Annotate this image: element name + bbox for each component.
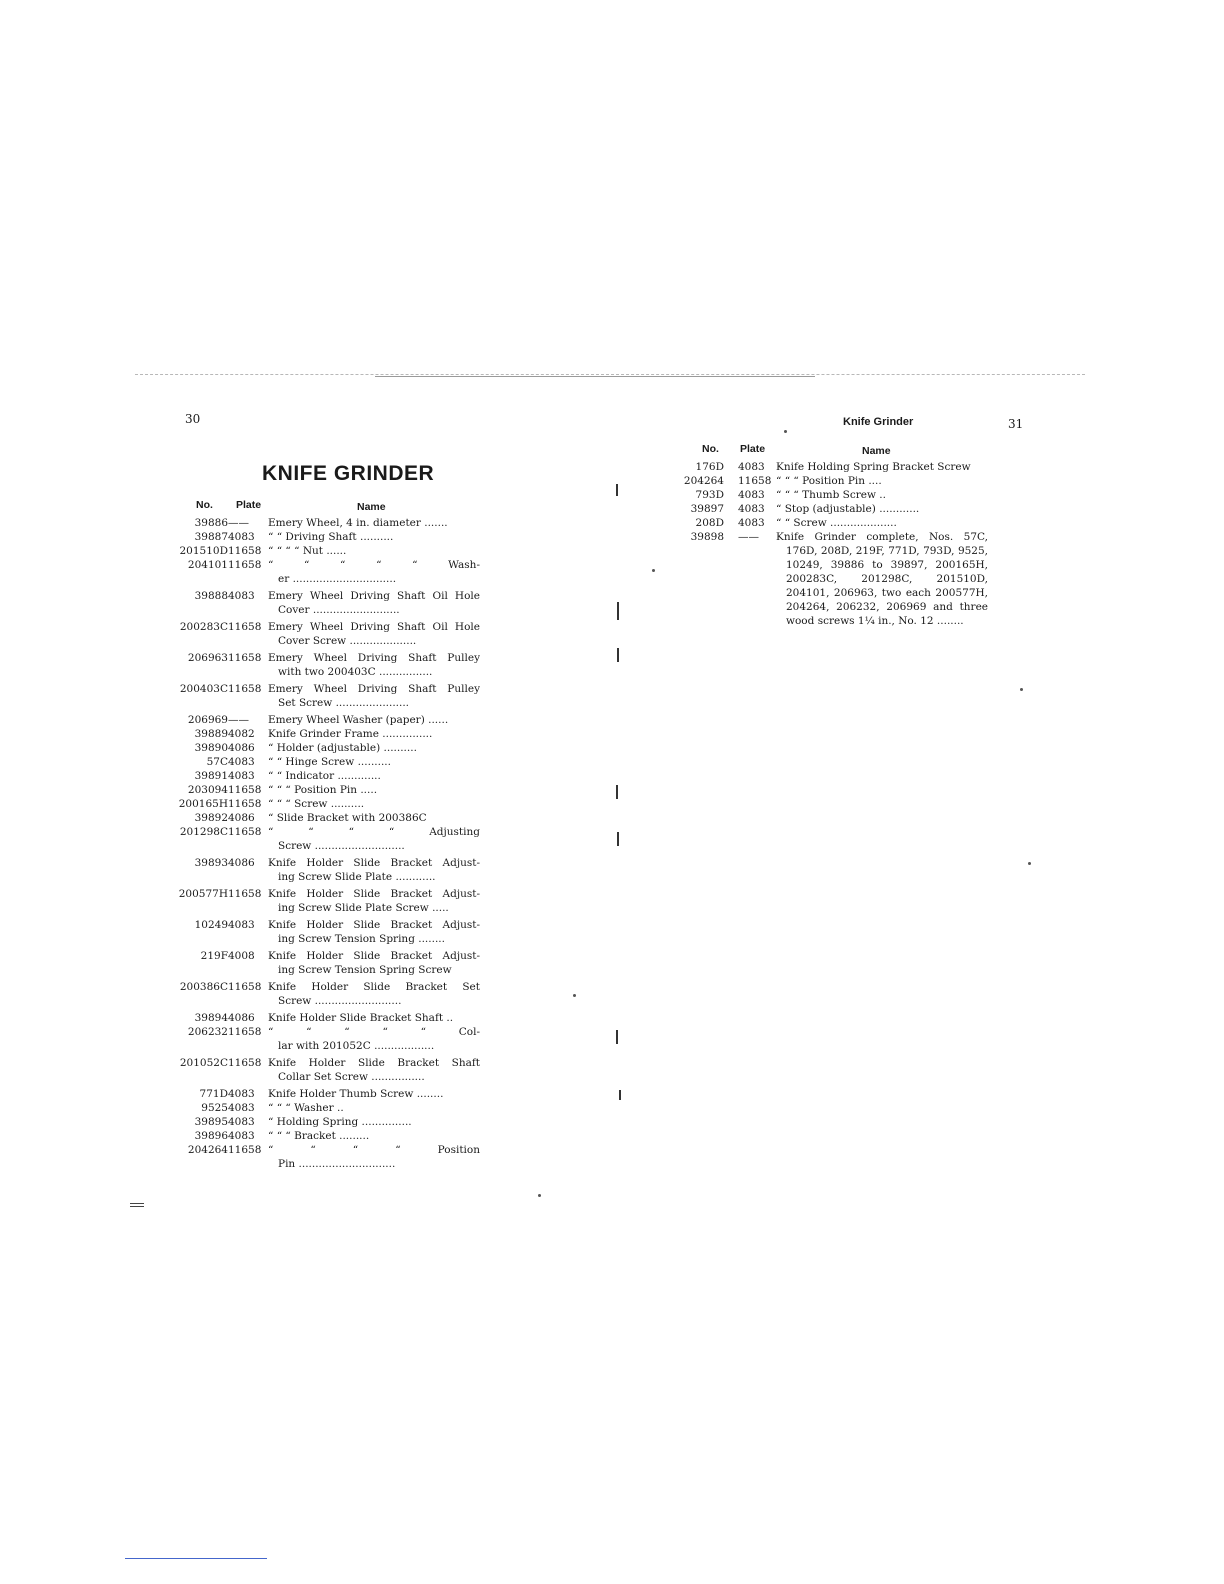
part-number: 201052C: [179, 1057, 228, 1069]
part-name: [268, 682, 480, 710]
part-name: [776, 474, 988, 488]
part-number: 39891: [194, 770, 228, 782]
part-name-line: Knife Holder Slide Bracket Adjust-: [268, 950, 480, 962]
plate-number: 4083: [228, 1130, 255, 1142]
plate-number: 4083: [738, 517, 765, 529]
plate-number: 11658: [228, 621, 262, 633]
plate-number: 4083: [228, 1088, 255, 1100]
scan-edge-line: [135, 374, 1085, 375]
part-name-line: “ “ “ Bracket .........: [268, 1130, 370, 1142]
running-head: Knife Grinder: [843, 416, 914, 428]
part-name-line: Knife Holder Slide Bracket Shaft: [268, 1057, 480, 1069]
part-name-line: Knife Holding Spring Bracket Screw: [776, 461, 971, 473]
part-name: [268, 530, 480, 544]
part-name: [268, 980, 480, 1008]
part-number: 200403C: [179, 683, 228, 695]
page-title: KNIFE GRINDER: [262, 462, 435, 485]
speck: [1028, 862, 1031, 865]
plate-number: 4083: [228, 531, 255, 543]
part-number: 204101: [187, 559, 228, 571]
part-number: 39892: [194, 812, 228, 824]
part-number: 9525: [201, 1102, 228, 1114]
part-name-line: Emery Wheel, 4 in. diameter .......: [268, 517, 448, 529]
plate-number: 4086: [228, 742, 255, 754]
part-name: [268, 651, 480, 679]
part-name-line: with two 200403C ................: [278, 666, 433, 678]
plate-number: 11658: [228, 1057, 262, 1069]
part-name-line: ing Screw Tension Spring ........: [278, 933, 445, 945]
part-name: [268, 1115, 480, 1129]
part-name-line: Knife Holder Slide Bracket Set: [268, 981, 480, 993]
parts-table-right: [676, 460, 996, 660]
part-name: [268, 516, 480, 530]
part-name: [268, 783, 480, 797]
plate-number: 11658: [228, 784, 262, 796]
gutter-mark: [616, 1030, 618, 1044]
part-name: [268, 1143, 480, 1171]
column-header-plate: Plate: [236, 499, 262, 511]
plate-number: 4083: [228, 1102, 255, 1114]
part-name-line: wood screws 1¼ in., No. 12 ........: [786, 615, 964, 627]
part-number: 39886: [194, 517, 228, 529]
part-name-line: “ “ “ “ “ Col-: [268, 1026, 480, 1038]
part-name-line: Emery Wheel Washer (paper) ......: [268, 714, 449, 726]
scan-edge-line: [375, 376, 815, 377]
part-name: [268, 1101, 480, 1115]
part-name-line: “ Slide Bracket with 200386C: [268, 812, 427, 824]
plate-number: 4086: [228, 1012, 255, 1024]
part-number: 219F: [200, 950, 228, 962]
part-name-line: “ “ “ Washer ..: [268, 1102, 344, 1114]
part-name-line: Emery Wheel Driving Shaft Pulley: [268, 652, 480, 664]
part-name-line: Knife Holder Slide Bracket Shaft ..: [268, 1012, 454, 1024]
part-name: [268, 825, 480, 853]
column-header-name: Name: [357, 501, 386, 513]
part-number: 39894: [194, 1012, 228, 1024]
part-name-line: “ Holding Spring ...............: [268, 1116, 412, 1128]
speck: [784, 430, 787, 433]
plate-number: 11658: [228, 559, 262, 571]
part-name-line: Pin .............................: [278, 1158, 396, 1170]
part-name: [776, 488, 988, 502]
part-name: [268, 769, 480, 783]
part-name-line: 176D, 208D, 219F, 771D, 793D, 9525,: [786, 545, 988, 557]
part-name: [268, 727, 480, 741]
part-name-line: er ...............................: [278, 573, 397, 585]
plate-number: 4083: [228, 919, 255, 931]
part-number: 39887: [194, 531, 228, 543]
part-name-line: “ “ “ “ Adjusting: [268, 826, 480, 838]
plate-number: ——: [228, 714, 249, 726]
page-number-left: 30: [185, 412, 201, 426]
part-number: 39898: [690, 531, 724, 543]
part-number: 39888: [194, 590, 228, 602]
part-number: 206963: [187, 652, 228, 664]
part-name-line: Screw ..........................: [278, 995, 402, 1007]
part-name-line: 200283C, 201298C, 201510D,: [786, 573, 988, 585]
part-number: 39893: [194, 857, 228, 869]
part-name-line: “ “ Screw ....................: [776, 517, 897, 529]
part-name-line: Knife Holder Slide Bracket Adjust-: [268, 888, 480, 900]
part-name-line: “ “ “ “ “ Wash-: [268, 559, 480, 571]
part-number: 204264: [187, 1144, 228, 1156]
part-name-line: Set Screw ......................: [278, 697, 410, 709]
column-header-no: No.: [702, 443, 719, 455]
plate-number: 4086: [228, 812, 255, 824]
part-number: 771D: [199, 1088, 228, 1100]
part-name: [268, 1056, 480, 1084]
plate-number: 4008: [228, 950, 255, 962]
gutter-mark: [617, 648, 619, 662]
plate-number: 11658: [228, 1144, 262, 1156]
part-number: 39889: [194, 728, 228, 740]
part-name-line: Cover ..........................: [278, 604, 400, 616]
part-number: 39890: [194, 742, 228, 754]
part-name-line: “ “ “ “ Position: [268, 1144, 480, 1156]
part-name-line: ing Screw Slide Plate ............: [278, 871, 436, 883]
part-name: [268, 713, 480, 727]
part-name-line: “ Holder (adjustable) ..........: [268, 742, 417, 754]
part-name: [268, 797, 480, 811]
part-name-line: lar with 201052C ..................: [278, 1040, 435, 1052]
part-name: [776, 502, 988, 516]
plate-number: 4083: [738, 461, 765, 473]
part-name: [268, 589, 480, 617]
gutter-mark: [616, 484, 618, 496]
part-name: [268, 1129, 480, 1143]
part-name: [268, 856, 480, 884]
column-header-no: No.: [196, 499, 213, 511]
parts-table-left: [170, 516, 490, 1170]
plate-number: 4083: [738, 489, 765, 501]
part-number: 206232: [187, 1026, 228, 1038]
part-name-line: “ “ “ Position Pin .....: [268, 784, 378, 796]
plate-number: 11658: [228, 826, 262, 838]
page-number-right: 31: [1008, 417, 1024, 431]
plate-number: 4083: [228, 770, 255, 782]
gutter-mark: [619, 1090, 621, 1100]
part-number: 200386C: [179, 981, 228, 993]
part-name-line: Knife Holder Thumb Screw ........: [268, 1088, 444, 1100]
part-name: [268, 1087, 480, 1101]
plate-number: 11658: [228, 683, 262, 695]
part-name: [776, 516, 988, 530]
part-name: [268, 887, 480, 915]
part-number: 176D: [695, 461, 724, 473]
plate-number: 4083: [738, 503, 765, 515]
plate-number: 4083: [228, 756, 255, 768]
part-name-line: 204264, 206232, 206969 and three: [786, 601, 988, 613]
part-name-line: Knife Grinder complete, Nos. 57C,: [776, 531, 988, 543]
part-name-line: Emery Wheel Driving Shaft Oil Hole: [268, 590, 480, 602]
part-name-line: “ Stop (adjustable) ............: [776, 503, 920, 515]
plate-number: 11658: [228, 652, 262, 664]
part-number: 793D: [695, 489, 724, 501]
part-name-line: ing Screw Tension Spring Screw: [278, 964, 452, 976]
gutter-mark: [617, 602, 619, 620]
speck: [1020, 688, 1023, 691]
part-number: 201510D: [179, 545, 228, 557]
gutter-mark: [617, 832, 619, 846]
part-name: [268, 811, 480, 825]
plate-number: 11658: [228, 888, 262, 900]
part-name-line: “ “ “ Position Pin ....: [776, 475, 882, 487]
plate-number: 4083: [228, 590, 255, 602]
part-name: [268, 741, 480, 755]
part-number: 39897: [690, 503, 724, 515]
part-name: [268, 558, 480, 586]
plate-number: 4083: [228, 1116, 255, 1128]
plate-number: 4082: [228, 728, 255, 740]
plate-number: 11658: [228, 798, 262, 810]
part-name-line: “ “ Hinge Screw ..........: [268, 756, 391, 768]
plate-number: 11658: [738, 475, 772, 487]
part-name: [268, 1025, 480, 1053]
part-number: 200165H: [178, 798, 228, 810]
part-name-line: 204101, 206963, two each 200577H,: [786, 587, 988, 599]
speck: [652, 569, 655, 572]
part-name: [776, 460, 988, 474]
underline-rule: [125, 1558, 267, 1559]
scan-artifact: [130, 1203, 144, 1207]
part-name-line: ing Screw Slide Plate Screw .....: [278, 902, 449, 914]
part-name-line: “ “ “ Thumb Screw ..: [776, 489, 886, 501]
part-number: 206969: [187, 714, 228, 726]
gutter-mark: [616, 785, 618, 799]
plate-number: 4086: [228, 857, 255, 869]
part-number: 201298C: [179, 826, 228, 838]
part-name: [776, 530, 988, 628]
part-name-line: Emery Wheel Driving Shaft Oil Hole: [268, 621, 480, 633]
plate-number: ——: [738, 531, 759, 543]
part-name-line: Cover Screw ....................: [278, 635, 417, 647]
part-name: [268, 918, 480, 946]
part-number: 57C: [206, 756, 228, 768]
part-name-line: “ “ “ “ Nut ......: [268, 545, 347, 557]
part-number: 203094: [187, 784, 228, 796]
part-name: [268, 755, 480, 769]
part-name-line: Knife Holder Slide Bracket Adjust-: [268, 919, 480, 931]
part-name-line: Screw ...........................: [278, 840, 405, 852]
part-number: 10249: [194, 919, 228, 931]
plate-number: 11658: [228, 1026, 262, 1038]
part-name: [268, 1011, 480, 1025]
part-number: 208D: [695, 517, 724, 529]
part-name: [268, 620, 480, 648]
column-header-name: Name: [862, 445, 891, 457]
part-name: [268, 544, 480, 558]
part-name-line: 10249, 39886 to 39897, 200165H,: [786, 559, 988, 571]
part-name-line: “ “ Driving Shaft ..........: [268, 531, 394, 543]
part-number: 204264: [683, 475, 724, 487]
part-name-line: Knife Grinder Frame ...............: [268, 728, 433, 740]
part-number: 200577H: [178, 888, 228, 900]
part-number: 39896: [194, 1130, 228, 1142]
column-header-plate: Plate: [740, 443, 766, 455]
part-name-line: Knife Holder Slide Bracket Adjust-: [268, 857, 480, 869]
part-name-line: Collar Set Screw ................: [278, 1071, 425, 1083]
speck: [538, 1194, 541, 1197]
part-number: 200283C: [179, 621, 228, 633]
part-name: [268, 949, 480, 977]
plate-number: ——: [228, 517, 249, 529]
part-name-line: Emery Wheel Driving Shaft Pulley: [268, 683, 480, 695]
speck: [573, 994, 576, 997]
part-number: 39895: [194, 1116, 228, 1128]
part-name-line: “ “ Indicator .............: [268, 770, 381, 782]
plate-number: 11658: [228, 981, 262, 993]
part-name-line: “ “ “ Screw ..........: [268, 798, 365, 810]
plate-number: 11658: [228, 545, 262, 557]
